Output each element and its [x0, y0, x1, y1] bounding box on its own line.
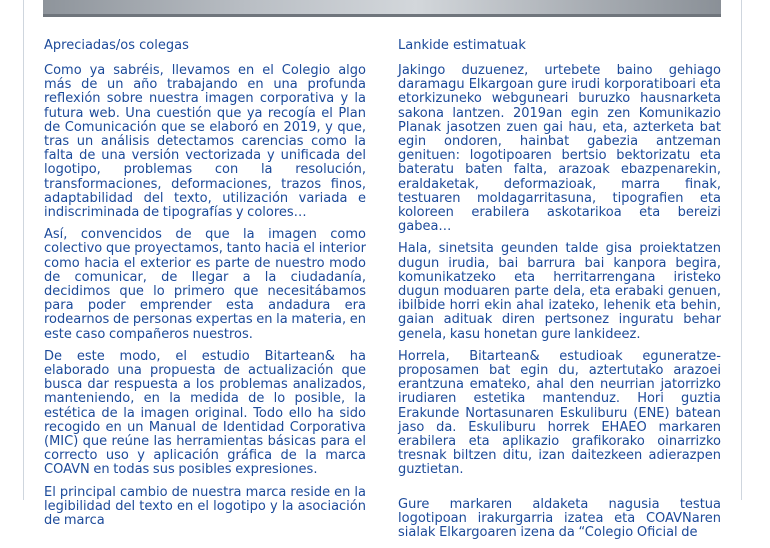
basque-greeting-heading: Lankide estimatuak: [398, 38, 526, 53]
spanish-paragraph-4: El principal cambio de nuestra marca reside en la legibilidad del texto en el logotipo y la asociación de marca: [44, 484, 366, 529]
spanish-paragraph-1: Como ya sabréis, llevamos en el Colegio algo más de un año trabajando en una profunda reflexión sobre nuestra imagen corporativa y la futura web. Una cuestión que ya recogía el Plan de Comunicación que se elaboró en 2019, y que, tras un análisis detectamos carencias como la falta de una versión vectorizada y unificada del logotipo, problemas con la resolución, transformaciones, deformaciones, trazos finos, adaptabilidad del texto, utilización variada e indiscriminada de tipografías y colores…: [44, 63, 366, 221]
spanish-greeting-heading: Apreciadas/os colegas: [44, 38, 189, 53]
basque-paragraph-2: Hala, sinetsita geunden talde gisa proiektatzen dugun irudia, bai barrura bai kanpora begira, komunikatzeko eta herritarrengana iristeko dugun moduaren parte dela, eta erabaki genuen, ibilbide horri ekin ahal izateko, lehenik eta behin, gaian adituak diren pertsonez inguratu behar genela, kasu honetan gure lankideez.: [398, 241, 721, 342]
spanish-paragraph-3: De este modo, el estudio Bitartean& ha elaborado una propuesta de actualización que busca dar respuesta a los problemas analizados, manteniendo, en la medida de lo posible, la estética de la imagen original. Todo ello ha sido recogido en un Manual de Identidad Corporativa (MIC) que reúne las herramientas básicas para el correcto uso y aplicación gráfica de la marca COAVN en todas sus posibles expresiones.: [44, 348, 366, 478]
banner-strip: [43, 14, 721, 17]
basque-column: [398, 38, 721, 548]
spanish-column: [44, 38, 366, 536]
header-banner-image: [43, 0, 721, 17]
spanish-paragraph-2: Así, convencidos de que la imagen como colectivo que proyectamos, tanto hacia el interior como hacia el exterior es parte de nuestro modo de comunicar, de llegar a la ciudadanía, decidimos que lo primero que necesitábamos para poder emprender esta andadura era rodearnos de personas expertas en la materia, en este caso compañeros nuestros.: [44, 227, 367, 342]
basque-paragraph-3: Horrela, Bitartean& estudioak eguneratze-proposamen bat egin du, aztertutako arazoei erantzuna emateko, ahal den neurrian jatorrizko irudiaren estetika mantenduz. Hori guztia Erakunde Nortasunaren Eskuliburu (ENE) batean jaso da. Eskuliburu horrek EHAEO markaren erabilera eta aplikazio grafikorako oinarrizko tresnak biltzen ditu, izan daitezkeen adierazpen guztietan.: [398, 348, 721, 478]
basque-paragraph-1: Jakingo duzuenez, urtebete baino gehiago daramagu Elkargoan gure irudi korporatiboari eta etorkizuneko webguneari buruzko hausnarketa sakona lantzen. 2019an egin zen Komunikazio Planak jasotzen zuen gai hau, eta, azterketa bat egin ondoren, hainbat gabezia antzeman genituen: logotipoaren bertsio bektorizatu eta bateratu baten falta, arazoak ebazpenarekin, eraldaketak, deformazioak, marra finak, testuaren moldagarritasuna, tipografien eta koloreen erabilera askotarikoa eta bereizi gabea…: [398, 63, 721, 235]
basque-paragraph-4: Gure markaren aldaketa nagusia testua logotipoan irakurgarria izatea eta COAVNaren sialak Elkargoaren izena da “Colegio Oficial de: [398, 496, 721, 541]
